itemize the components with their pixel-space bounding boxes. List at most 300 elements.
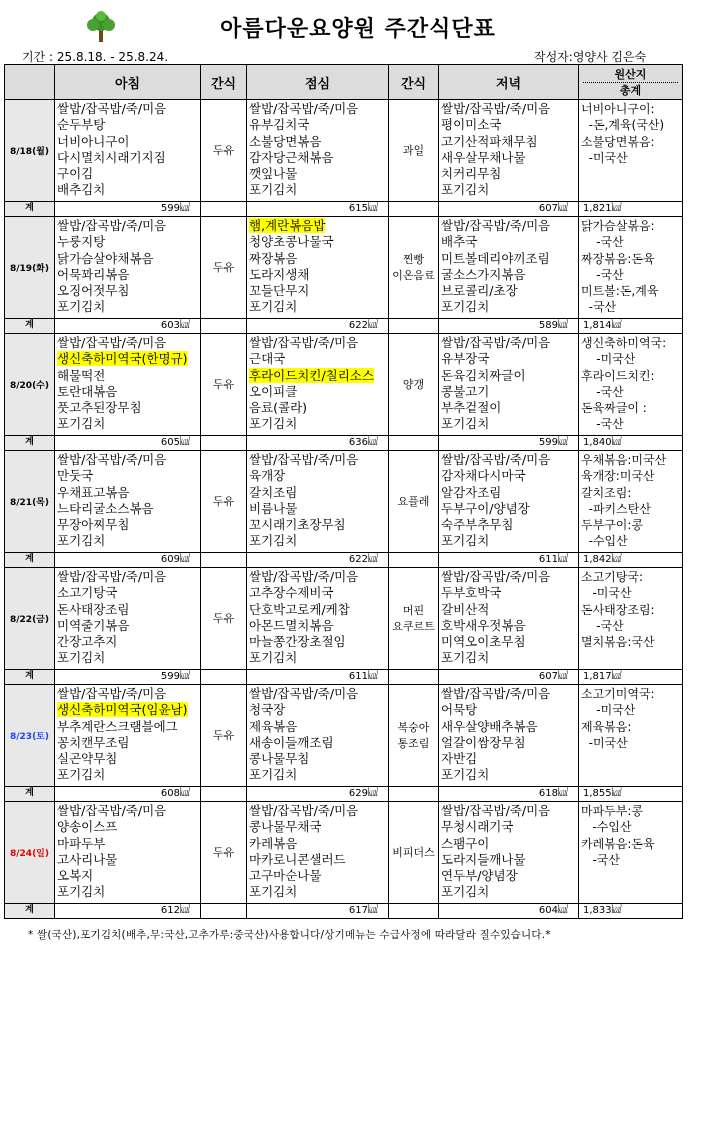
dinner-item-text: 새우살양배추볶음 (441, 718, 538, 734)
sum-label: 계 (5, 787, 55, 802)
dinner-item-text: 얼갈이쌈장무침 (441, 734, 526, 750)
kcal-value: 605㎉ (55, 436, 201, 451)
lunch-item (249, 368, 386, 384)
origin-item (581, 618, 680, 634)
col-origin-top: 원산지 (583, 67, 678, 83)
lunch-item (249, 803, 386, 819)
breakfast-item (57, 335, 198, 351)
col-snack2: 간식 (389, 65, 439, 100)
breakfast-item-text: 꽁치캔무조림 (57, 734, 130, 750)
kcal-value: 622㎉ (247, 319, 389, 334)
breakfast-item-text: 소고기탕국 (57, 585, 118, 601)
page-title: 아름다운요양원 주간식단표 (220, 17, 496, 42)
snack2-cell: 찐빵 이온음료 (389, 217, 439, 319)
dinner-item (441, 686, 576, 702)
breakfast-item-text: 배추김치 (57, 182, 106, 198)
kcal-value: 1,842㎉ (579, 553, 683, 568)
origin-item (581, 634, 680, 650)
breakfast-item-text: 포기김치 (57, 416, 106, 432)
kcal-value: 599㎉ (55, 202, 201, 217)
lunch-item-text: 고추장수제비국 (249, 585, 334, 601)
lunch-item-text: 깻잎나물 (249, 166, 298, 182)
dinner-item (441, 533, 576, 549)
lunch-item-text: 단호박고로케/케찹 (249, 601, 350, 617)
origin-item (581, 267, 680, 283)
snack2-cell: 머핀 요쿠르트 (389, 568, 439, 670)
dinner-cell (439, 802, 579, 904)
col-lunch: 점심 (247, 65, 389, 100)
origin-item-text: -미국산 (581, 352, 636, 367)
sum-empty (201, 904, 247, 919)
lunch-item (249, 602, 386, 618)
dinner-item (441, 702, 576, 718)
origin-item (581, 569, 680, 585)
lunch-item (249, 416, 386, 432)
lunch-item-text: 포기김치 (249, 533, 298, 549)
sum-empty (201, 670, 247, 685)
dinner-item-text: 브로콜리/초장 (441, 283, 518, 299)
origin-item-text: -국산 (581, 300, 617, 315)
dinner-cell (439, 568, 579, 670)
origin-item (581, 251, 680, 267)
lunch-cell (247, 802, 389, 904)
breakfast-item (57, 702, 198, 718)
dinner-item-text: 쌀밥/잡곡밥/죽/미음 (441, 686, 551, 701)
dinner-item (441, 368, 576, 384)
origin-item (581, 468, 680, 484)
lunch-item-text: 콩나물무침 (249, 751, 310, 767)
lunch-item-text: 쌀밥/잡곡밥/죽/미음 (249, 569, 359, 584)
breakfast-item-text: 쌀밥/잡곡밥/죽/미음 (57, 686, 167, 701)
kcal-value: 603㎉ (55, 319, 201, 334)
day-label: 8/23(토) (5, 685, 55, 787)
sum-empty (389, 436, 439, 451)
dinner-item-text: 자반김 (441, 751, 478, 767)
snack1-cell: 두유 (201, 334, 247, 436)
breakfast-item-text: 포기김치 (57, 767, 106, 783)
breakfast-item-text: 너비아니구이 (57, 133, 130, 149)
kcal-value: 1,840㎉ (579, 436, 683, 451)
day-label: 8/24(일) (5, 802, 55, 904)
dinner-item-text: 포기김치 (441, 650, 490, 666)
dinner-item (441, 101, 576, 117)
day-label: 8/19(화) (5, 217, 55, 319)
origin-item (581, 602, 680, 618)
lunch-item (249, 166, 386, 182)
sum-empty (201, 436, 247, 451)
dinner-item (441, 650, 576, 666)
title-area (0, 6, 716, 46)
day-row (5, 685, 683, 787)
origin-item (581, 702, 680, 718)
lunch-item (249, 634, 386, 650)
kcal-value: 611㎉ (247, 670, 389, 685)
lunch-item-text: 포기김치 (249, 884, 298, 900)
dinner-cell (439, 217, 579, 319)
origin-item (581, 335, 680, 351)
breakfast-cell (55, 334, 201, 436)
kcal-value: 609㎉ (55, 553, 201, 568)
sum-empty (201, 202, 247, 217)
dinner-cell (439, 100, 579, 202)
lunch-item (249, 117, 386, 133)
dinner-item-text: 포기김치 (441, 884, 490, 900)
lunch-item-text: 꼬시래기초장무침 (249, 517, 346, 533)
dinner-item-text: 알감자조림 (441, 484, 502, 500)
breakfast-item-text: 닭가슴살야채볶음 (57, 250, 154, 266)
lunch-item (249, 267, 386, 283)
dinner-item (441, 400, 576, 416)
breakfast-item (57, 368, 198, 384)
dinner-item-text: 배추국 (441, 234, 478, 250)
day-row (5, 334, 683, 436)
dinner-item (441, 166, 576, 182)
breakfast-item (57, 650, 198, 666)
breakfast-cell (55, 568, 201, 670)
lunch-item-text: 후라이드치킨/칠리소스 (249, 367, 374, 383)
kcal-value: 617㎉ (247, 904, 389, 919)
breakfast-item (57, 150, 198, 166)
breakfast-item (57, 585, 198, 601)
dinner-item (441, 719, 576, 735)
origin-item-text: -미국산 (581, 586, 632, 601)
origin-item (581, 384, 680, 400)
sum-empty (389, 670, 439, 685)
origin-item-text: -국산 (581, 417, 624, 432)
sum-row (5, 904, 683, 919)
origin-item-text: -미국산 (581, 735, 628, 750)
breakfast-cell (55, 100, 201, 202)
breakfast-item (57, 819, 198, 835)
day-label: 8/22(금) (5, 568, 55, 670)
sum-empty (389, 787, 439, 802)
lunch-item (249, 251, 386, 267)
snack1-cell: 두유 (201, 568, 247, 670)
origin-item-text: -국산 (581, 267, 624, 282)
snack1-cell: 두유 (201, 217, 247, 319)
breakfast-cell (55, 802, 201, 904)
origin-item-text: 미트볼:돈,계육 (581, 284, 659, 299)
kcal-value: 1,814㎉ (579, 319, 683, 334)
breakfast-item (57, 351, 198, 367)
origin-item (581, 819, 680, 835)
lunch-item (249, 452, 386, 468)
kcal-value: 599㎉ (439, 436, 579, 451)
lunch-item (249, 868, 386, 884)
breakfast-item-text: 포기김치 (57, 650, 106, 666)
origin-cell (579, 685, 683, 787)
lunch-item (249, 351, 386, 367)
day-row (5, 100, 683, 202)
dinner-item-text: 돈육김치짜글이 (441, 367, 526, 383)
breakfast-item-text: 쌀밥/잡곡밥/죽/미음 (57, 569, 167, 584)
lunch-item-text: 포기김치 (249, 416, 298, 432)
origin-item-text: 짜장볶음:돈육 (581, 251, 655, 266)
breakfast-cell (55, 217, 201, 319)
dinner-item (441, 416, 576, 432)
snack2-cell: 과일 (389, 100, 439, 202)
breakfast-item-text: 토란대볶음 (57, 383, 118, 399)
origin-cell (579, 100, 683, 202)
breakfast-item-text: 고사리나물 (57, 851, 118, 867)
lunch-item (249, 299, 386, 315)
kcal-value: 604㎉ (439, 904, 579, 919)
lunch-item (249, 182, 386, 198)
day-label: 8/18(월) (5, 100, 55, 202)
origin-item-text: 후라이드치킨: (581, 368, 655, 383)
lunch-item-text: 쌀밥/잡곡밥/죽/미음 (249, 335, 359, 350)
dinner-item-text: 고기산적파채무침 (441, 133, 538, 149)
dinner-item (441, 234, 576, 250)
origin-item (581, 400, 680, 416)
sum-row (5, 787, 683, 802)
breakfast-item (57, 735, 198, 751)
dinner-item-text: 갈비산적 (441, 601, 490, 617)
sum-label: 계 (5, 319, 55, 334)
lunch-item (249, 384, 386, 400)
breakfast-item (57, 251, 198, 267)
dinner-item-text: 호박새우젓볶음 (441, 617, 526, 633)
origin-item (581, 517, 680, 533)
dinner-item (441, 134, 576, 150)
kcal-value: 589㎉ (439, 319, 579, 334)
lunch-cell (247, 568, 389, 670)
lunch-item-text: 오이피클 (249, 383, 298, 399)
dinner-cell (439, 451, 579, 553)
dinner-item-text: 두부구이/양념장 (441, 500, 530, 516)
lunch-item (249, 533, 386, 549)
dinner-item (441, 517, 576, 533)
breakfast-item (57, 634, 198, 650)
origin-item (581, 533, 680, 549)
breakfast-item-text: 생신축하미역국(한명규) (57, 351, 188, 367)
kcal-value: 622㎉ (247, 553, 389, 568)
breakfast-item (57, 485, 198, 501)
origin-item-text: -미국산 (581, 703, 636, 718)
breakfast-item (57, 719, 198, 735)
breakfast-item (57, 533, 198, 549)
lunch-item-text: 햄,계란볶음밥 (249, 218, 326, 233)
dinner-item-text: 콩불고기 (441, 383, 490, 399)
snack2-cell: 요플레 (389, 451, 439, 553)
dinner-item (441, 335, 576, 351)
origin-item-text: -국산 (581, 618, 624, 633)
origin-item-text: 소고기미역국: (581, 687, 655, 701)
lunch-item (249, 884, 386, 900)
origin-item (581, 101, 680, 117)
sum-row (5, 553, 683, 568)
origin-item-text: 멸치볶음:국산 (581, 635, 655, 650)
lunch-item-text: 카레볶음 (249, 835, 298, 851)
origin-item-text: 제육볶음: (581, 719, 632, 734)
lunch-item-text: 포기김치 (249, 299, 298, 315)
snack2-cell: 비피더스 (389, 802, 439, 904)
origin-item (581, 150, 680, 166)
dinner-item-text: 연두부/양념장 (441, 868, 518, 884)
kcal-value: 612㎉ (55, 904, 201, 919)
lunch-item-text: 근대국 (249, 351, 286, 367)
breakfast-item-text: 쌀밥/잡곡밥/죽/미음 (57, 101, 167, 116)
breakfast-item (57, 517, 198, 533)
dinner-item-text: 부추겉절이 (441, 400, 502, 416)
breakfast-item (57, 400, 198, 416)
dinner-item (441, 569, 576, 585)
breakfast-item (57, 416, 198, 432)
origin-item-text: 갈치조림: (581, 485, 632, 500)
lunch-item-text: 육개장 (249, 468, 286, 484)
lunch-item (249, 719, 386, 735)
dinner-item-text: 굴소스가지볶음 (441, 266, 526, 282)
lunch-item (249, 218, 386, 234)
col-origin (579, 65, 683, 100)
breakfast-cell (55, 685, 201, 787)
lunch-item (249, 650, 386, 666)
sum-empty (201, 787, 247, 802)
breakfast-item (57, 751, 198, 767)
origin-item (581, 686, 680, 702)
breakfast-item (57, 852, 198, 868)
col-breakfast: 아침 (55, 65, 201, 100)
lunch-item (249, 150, 386, 166)
lunch-item-text: 갈치조림 (249, 484, 298, 500)
breakfast-item-text: 어묵꽈리볶음 (57, 266, 130, 282)
dinner-item-text: 포기김치 (441, 416, 490, 432)
lunch-item-text: 도라지생채 (249, 266, 310, 282)
lunch-item-text: 포기김치 (249, 650, 298, 666)
dinner-item-text: 평이미소국 (441, 117, 502, 133)
lunch-cell (247, 334, 389, 436)
lunch-item-text: 마늘쫑간장초절임 (249, 634, 346, 650)
breakfast-item-text: 포기김치 (57, 533, 106, 549)
kcal-value: 629㎉ (247, 787, 389, 802)
breakfast-item-text: 무장아찌무침 (57, 517, 130, 533)
dinner-item-text: 두부호박국 (441, 585, 502, 601)
col-snack1: 간식 (201, 65, 247, 100)
sum-empty (201, 319, 247, 334)
dinner-item-text: 포기김치 (441, 299, 490, 315)
breakfast-item (57, 267, 198, 283)
dinner-item (441, 735, 576, 751)
breakfast-item-text: 돈사태장조림 (57, 601, 130, 617)
kcal-value: 599㎉ (55, 670, 201, 685)
origin-item (581, 452, 680, 468)
breakfast-item (57, 182, 198, 198)
lunch-item (249, 234, 386, 250)
origin-item-text: -파키스탄산 (581, 501, 651, 516)
sum-label: 계 (5, 553, 55, 568)
breakfast-item-text: 오징어젓무침 (57, 283, 130, 299)
origin-cell (579, 451, 683, 553)
breakfast-item-text: 쌀밥/잡곡밥/죽/미음 (57, 452, 167, 467)
dinner-item-text: 쌀밥/잡곡밥/죽/미음 (441, 452, 551, 467)
sum-label: 계 (5, 436, 55, 451)
breakfast-item-text: 마파두부 (57, 835, 106, 851)
dinner-item (441, 767, 576, 783)
breakfast-item-text: 포기김치 (57, 884, 106, 900)
breakfast-item-text: 구이김 (57, 166, 94, 182)
kcal-value: 618㎉ (439, 787, 579, 802)
lunch-item-text: 짜장볶음 (249, 250, 298, 266)
dinner-item (441, 634, 576, 650)
lunch-item-text: 쌀밥/잡곡밥/죽/미음 (249, 101, 359, 116)
breakfast-item-text: 쌀밥/잡곡밥/죽/미음 (57, 803, 167, 818)
lunch-item-text: 제육볶음 (249, 718, 298, 734)
dinner-item-text: 포기김치 (441, 533, 490, 549)
period-label: 기간 : 25.8.18. - 25.8.24. (22, 50, 169, 64)
breakfast-item-text: 생신축하미역국(임윤남) (57, 702, 188, 718)
sum-empty (389, 319, 439, 334)
dinner-item-text: 도라지들깨나물 (441, 851, 526, 867)
lunch-item (249, 468, 386, 484)
breakfast-item (57, 134, 198, 150)
origin-item (581, 283, 680, 299)
breakfast-item-text: 다시멸치시래기지짐 (57, 149, 166, 165)
kcal-value: 611㎉ (439, 553, 579, 568)
origin-item (581, 719, 680, 735)
sum-row (5, 436, 683, 451)
breakfast-item (57, 501, 198, 517)
dinner-item (441, 267, 576, 283)
origin-item-text: -미국산 (581, 150, 628, 165)
kcal-value: 607㎉ (439, 202, 579, 217)
lunch-item (249, 852, 386, 868)
dinner-item-text: 무청시래기국 (441, 819, 514, 835)
lunch-item (249, 686, 386, 702)
breakfast-item (57, 618, 198, 634)
dinner-item (441, 468, 576, 484)
day-row (5, 217, 683, 319)
sum-empty (389, 904, 439, 919)
dinner-item (441, 117, 576, 133)
lunch-item (249, 283, 386, 299)
origin-item-text: 너비아니구이: (581, 102, 655, 116)
breakfast-item-text: 양송이스프 (57, 819, 118, 835)
origin-item-text: 돈육짜글이 : (581, 401, 647, 416)
lunch-item-text: 새송이들깨조림 (249, 734, 334, 750)
breakfast-item (57, 868, 198, 884)
lunch-item (249, 485, 386, 501)
breakfast-cell (55, 451, 201, 553)
lunch-item-text: 감자당근채볶음 (249, 149, 334, 165)
origin-item (581, 852, 680, 868)
corner-cell (5, 65, 55, 100)
sum-label: 계 (5, 904, 55, 919)
kcal-value: 1,821㎉ (579, 202, 683, 217)
lunch-item-text: 콩나물무채국 (249, 819, 322, 835)
breakfast-item-text: 부추계란스크램블에그 (57, 718, 178, 734)
breakfast-item (57, 602, 198, 618)
breakfast-item (57, 218, 198, 234)
breakfast-item (57, 299, 198, 315)
lunch-item-text: 마카로니콘샐러드 (249, 851, 346, 867)
breakfast-item (57, 166, 198, 182)
origin-item (581, 585, 680, 601)
lunch-item-text: 비름나물 (249, 500, 298, 516)
breakfast-item (57, 101, 198, 117)
dinner-item (441, 501, 576, 517)
origin-item-text: -수입산 (581, 534, 628, 549)
dinner-item (441, 299, 576, 315)
lunch-item (249, 517, 386, 533)
dinner-item (441, 283, 576, 299)
lunch-item-text: 청양초콩나물국 (249, 234, 334, 250)
breakfast-item-text: 느타리굴소스볶음 (57, 500, 154, 516)
lunch-item (249, 501, 386, 517)
origin-item (581, 735, 680, 751)
origin-item (581, 299, 680, 315)
lunch-cell (247, 217, 389, 319)
dinner-item (441, 868, 576, 884)
